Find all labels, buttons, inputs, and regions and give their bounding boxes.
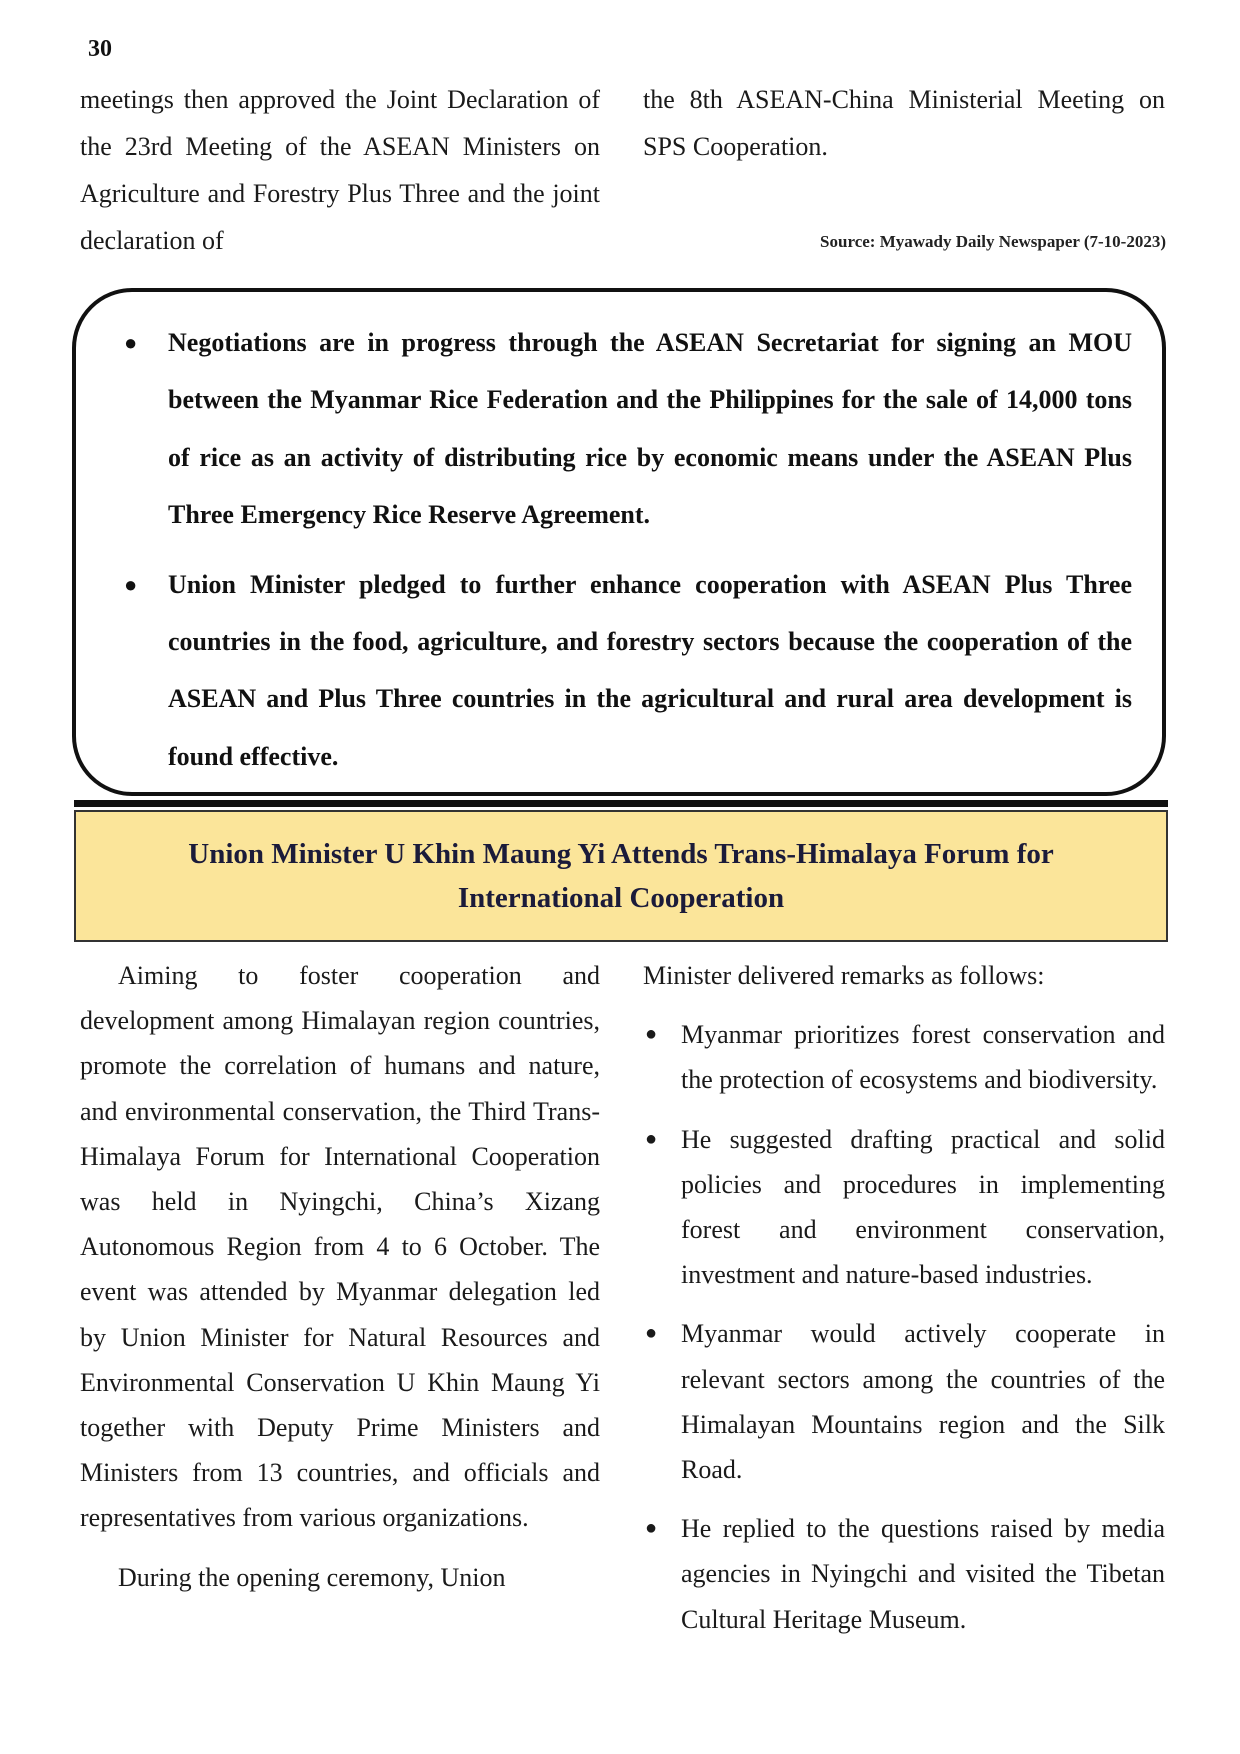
remark-item <box>643 1506 1165 1642</box>
remark-text: Myanmar prioritizes forest conservation and the protection of ecosystems and biodiversity. <box>681 1020 1165 1095</box>
article-paragraph: Aiming to foster cooperation and development among Himalayan region countries, promote the correlation of humans and nature, and environmental conservation, the Third Trans-Himalaya Forum for International Cooperation was held in Nyingchi, China’s Xizang Autonomous Region from 4 to 6 October. The event was attended by Myanmar delegation led by Union Minister for Natural Resources and Environmental Conservation U Khin Maung Yi together with Deputy Prime Ministers and Ministers from 13 countries, and officials and representatives from various organizations. <box>80 961 600 1533</box>
remarks-list <box>643 1012 1165 1642</box>
highlight-text: Negotiations are in progress through the ASEAN Secretariat for signing an MOU between the Myanmar Rice Federation and the Philippines for the sale of 14,000 tons of rice as an activity of distributing rice by economic means under the ASEAN Plus Three Emergency Rice Reserve Agreement. <box>168 328 1132 530</box>
bullet-icon: ● <box>645 1023 658 1046</box>
top-left-text: meetings then approved the Joint Declaration of the 23rd Meeting of the ASEAN Ministers on Agriculture and Forestry Plus Three and the joint declaration of <box>80 85 600 255</box>
article-paragraph: During the opening ceremony, Union <box>118 1562 506 1592</box>
highlight-item <box>106 314 1132 544</box>
bullet-icon: ● <box>645 1322 658 1345</box>
remark-item <box>643 1117 1165 1298</box>
bullet-icon: ● <box>124 330 138 355</box>
remark-item <box>643 1012 1165 1102</box>
top-left-column <box>80 76 600 264</box>
article-right-column <box>643 953 1165 1656</box>
top-right-column <box>643 76 1165 170</box>
remark-text: Myanmar would actively cooperate in relevant sectors among the countries of the Himalayan Mountains region and the Silk Road. <box>681 1319 1165 1485</box>
source-citation: Source: Myawady Daily Newspaper (7-10-2023) <box>820 232 1166 251</box>
remark-text: He replied to the questions raised by media agencies in Nyingchi and visited the Tibetan Cultural Heritage Museum. <box>681 1514 1165 1634</box>
headline-line-1: Union Minister U Khin Maung Yi Attends Trans-Himalaya Forum for <box>188 838 1054 870</box>
page-number: 30 <box>88 36 112 62</box>
bullet-icon: ● <box>645 1127 658 1150</box>
remark-item <box>643 1311 1165 1492</box>
remarks-intro: Minister delivered remarks as follows: <box>643 961 1045 990</box>
headline-line-2: International Cooperation <box>457 882 785 914</box>
highlight-box <box>72 288 1166 796</box>
headline-banner <box>74 810 1168 942</box>
highlight-item <box>106 556 1132 786</box>
top-right-text: the 8th ASEAN-China Ministerial Meeting on SPS Cooperation. <box>643 85 1165 161</box>
article-left-column <box>80 953 600 1600</box>
section-divider <box>74 800 1168 807</box>
article-headline <box>188 832 1053 920</box>
highlight-text: Union Minister pledged to further enhance cooperation with ASEAN Plus Three countries in the food, agriculture, and forestry sectors because the cooperation of the ASEAN and Plus Three countries in the agricultural and rural area development is found effective. <box>168 569 1132 771</box>
bullet-icon: ● <box>124 571 138 597</box>
bullet-icon: ● <box>645 1517 658 1540</box>
remark-text: He suggested drafting practical and solid policies and procedures in implementing forest and environment conservation, investment and nature-based industries. <box>681 1124 1165 1290</box>
